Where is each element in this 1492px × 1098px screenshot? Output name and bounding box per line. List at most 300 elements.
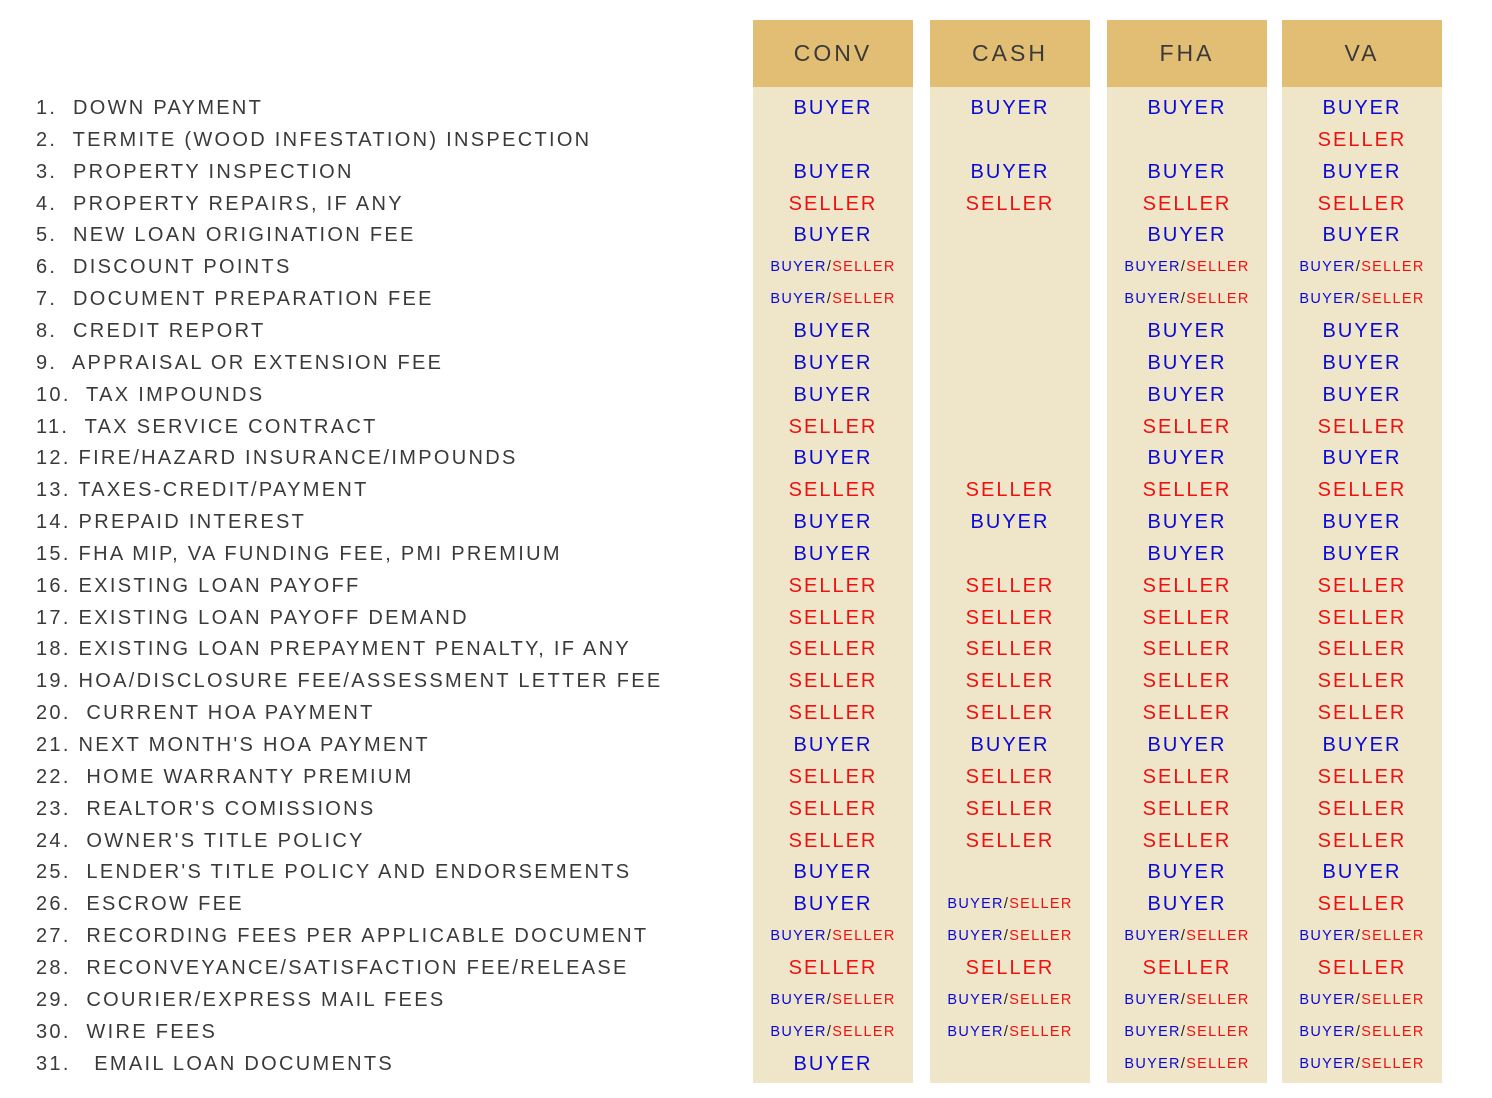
slash-separator: / [1355,991,1362,1008]
payer-cell [1107,315,1267,347]
table-row [0,411,1492,443]
column-header-cash: CASH [930,20,1090,87]
slash-separator: / [1180,1055,1187,1072]
slash-separator: / [1003,1023,1010,1040]
payer-cell-split [753,251,913,283]
table-row [0,729,1492,761]
table-row [0,92,1492,124]
row-label: 22. HOME WARRANTY PREMIUM [36,765,414,788]
slash-separator: / [1003,928,1010,945]
payer-cell [753,315,913,347]
payer-cell [1107,442,1267,474]
seller-text: SELLER [1361,259,1425,276]
table-row [0,920,1492,952]
payer-cell [1282,124,1442,156]
payer-cell [930,474,1090,506]
seller-text: SELLER [1142,829,1232,852]
payer-cell [753,347,913,379]
seller-text: SELLER [1142,702,1232,725]
column-header-fha: FHA [1107,20,1267,87]
buyer-text: BUYER [1147,383,1227,406]
buyer-text: BUYER [793,1052,873,1075]
table-row [0,984,1492,1016]
buyer-text: BUYER [1124,928,1181,945]
seller-text: SELLER [832,991,896,1008]
payer-cell [753,411,913,443]
buyer-text: BUYER [1147,160,1227,183]
table-row [0,315,1492,347]
payer-cell [1107,952,1267,984]
row-label: 23. REALTOR'S COMISSIONS [36,797,376,820]
buyer-text: BUYER [1124,991,1181,1008]
slash-separator: / [826,1023,833,1040]
seller-text: SELLER [788,638,878,661]
payer-cell [930,665,1090,697]
buyer-text: BUYER [770,1023,827,1040]
row-label: 19. HOA/DISCLOSURE FEE/ASSESSMENT LETTER FEE [36,670,663,693]
slash-separator: / [1355,1023,1362,1040]
buyer-text: BUYER [1124,291,1181,308]
buyer-text: BUYER [1147,224,1227,247]
buyer-text: BUYER [1322,861,1402,884]
buyer-text: BUYER [1322,542,1402,565]
payer-cell [1282,411,1442,443]
seller-text: SELLER [1317,893,1407,916]
buyer-text: BUYER [1322,160,1402,183]
seller-text: SELLER [788,829,878,852]
payer-cell [753,729,913,761]
row-label: 14. PREPAID INTEREST [36,511,307,534]
seller-text: SELLER [1009,928,1073,945]
slash-separator: / [1180,259,1187,276]
seller-text: SELLER [1186,259,1250,276]
payer-cell [1282,665,1442,697]
seller-text: SELLER [1317,956,1407,979]
table-row [0,952,1492,984]
payer-cell-split [1107,984,1267,1016]
payer-cell [753,156,913,188]
seller-text: SELLER [788,415,878,438]
seller-text: SELLER [1142,192,1232,215]
row-label: 29. COURIER/EXPRESS MAIL FEES [36,988,446,1011]
payer-cell [1107,379,1267,411]
buyer-text: BUYER [970,511,1050,534]
payer-cell [1282,888,1442,920]
payer-cell [1107,633,1267,665]
buyer-text: BUYER [770,928,827,945]
slash-separator: / [826,291,833,308]
payer-cell [1282,156,1442,188]
payer-cell [1107,856,1267,888]
seller-text: SELLER [788,606,878,629]
seller-text: SELLER [788,956,878,979]
table-row [0,888,1492,920]
table-row [0,697,1492,729]
payer-cell [1107,665,1267,697]
seller-text: SELLER [965,670,1055,693]
payer-cell [1282,602,1442,634]
row-label: 30. WIRE FEES [36,1020,218,1043]
payer-cell [930,92,1090,124]
row-label: 13. TAXES-CREDIT/PAYMENT [36,479,369,502]
payer-cell [1282,379,1442,411]
payer-cell [753,952,913,984]
row-label: 18. EXISTING LOAN PREPAYMENT PENALTY, IF ANY [36,638,632,661]
table-row [0,442,1492,474]
table-row [0,1048,1492,1080]
buyer-text: BUYER [970,734,1050,756]
slash-separator: / [1180,1023,1187,1040]
buyer-text: BUYER [947,896,1004,913]
payer-cell [753,633,913,665]
payer-cell [930,793,1090,825]
seller-text: SELLER [832,1023,896,1040]
seller-text: SELLER [965,956,1055,979]
buyer-text: BUYER [947,991,1004,1008]
payer-cell [1282,570,1442,602]
payer-cell-split [930,1016,1090,1048]
row-label: 25. LENDER'S TITLE POLICY AND ENDORSEMENTS [36,861,632,884]
slash-separator: / [1355,928,1362,945]
table-row [0,570,1492,602]
buyer-text: BUYER [1147,319,1227,342]
payer-cell-split [1107,251,1267,283]
payer-cell [1282,633,1442,665]
buyer-text: BUYER [1322,383,1402,406]
seller-text: SELLER [788,192,878,215]
payer-cell [1282,856,1442,888]
payer-cell [1282,697,1442,729]
buyer-text: BUYER [1147,734,1227,756]
slash-separator: / [1180,991,1187,1008]
table-row [0,251,1492,283]
seller-text: SELLER [965,702,1055,725]
seller-text: SELLER [1009,896,1073,913]
payer-cell [1282,219,1442,251]
seller-text: SELLER [788,479,878,502]
buyer-text: BUYER [1147,861,1227,884]
payer-cell [1107,219,1267,251]
payer-cell [1107,188,1267,220]
table-row [0,1016,1492,1048]
buyer-text: BUYER [1322,319,1402,342]
slash-separator: / [1180,291,1187,308]
payer-cell-split [1282,251,1442,283]
row-label: 2. TERMITE (WOOD INFESTATION) INSPECTION [36,128,592,151]
seller-text: SELLER [1361,1055,1425,1072]
payer-cell [753,570,913,602]
seller-text: SELLER [1317,606,1407,629]
buyer-text: BUYER [1147,542,1227,565]
row-label: 8. CREDIT REPORT [36,319,266,342]
payer-cell [753,888,913,920]
payer-cell [1107,825,1267,857]
buyer-text: BUYER [1322,734,1402,756]
table-row [0,538,1492,570]
payer-cell [1282,347,1442,379]
seller-text: SELLER [1361,928,1425,945]
payer-cell [753,188,913,220]
seller-text: SELLER [1186,991,1250,1008]
table-row [0,219,1492,251]
payer-cell [1282,952,1442,984]
payer-cell [753,856,913,888]
payer-cell [753,1048,913,1080]
payer-cell [1107,697,1267,729]
seller-text: SELLER [1317,128,1407,151]
table-row [0,825,1492,857]
row-label: 7. DOCUMENT PREPARATION FEE [36,288,434,311]
buyer-text: BUYER [793,351,873,374]
buyer-text: BUYER [1147,351,1227,374]
payer-cell [753,442,913,474]
row-label: 4. PROPERTY REPAIRS, IF ANY [36,192,404,215]
seller-text: SELLER [1361,1023,1425,1040]
seller-text: SELLER [788,702,878,725]
payer-cell [753,761,913,793]
row-label: 11. TAX SERVICE CONTRACT [36,415,378,438]
seller-text: SELLER [1317,797,1407,820]
payer-cell-split [930,920,1090,952]
slash-separator: / [826,259,833,276]
table-row [0,665,1492,697]
seller-text: SELLER [965,797,1055,820]
row-label: 31. EMAIL LOAN DOCUMENTS [36,1052,395,1075]
row-label: 15. FHA MIP, VA FUNDING FEE, PMI PREMIUM [36,542,562,565]
table-row [0,474,1492,506]
table-row [0,156,1492,188]
seller-text: SELLER [1361,291,1425,308]
seller-text: SELLER [1009,1023,1073,1040]
seller-text: SELLER [788,797,878,820]
seller-text: SELLER [1009,991,1073,1008]
payer-cell [753,793,913,825]
buyer-text: BUYER [1147,447,1227,470]
seller-text: SELLER [1186,1023,1250,1040]
seller-text: SELLER [1142,574,1232,597]
payer-cell [753,379,913,411]
payer-cell-split [1282,920,1442,952]
table-row [0,506,1492,538]
payer-cell [1107,92,1267,124]
row-label: 28. RECONVEYANCE/SATISFACTION FEE/RELEASE [36,956,629,979]
buyer-text: BUYER [770,259,827,276]
row-label: 16. EXISTING LOAN PAYOFF [36,574,361,597]
buyer-text: BUYER [793,893,873,916]
buyer-text: BUYER [1124,259,1181,276]
seller-text: SELLER [832,928,896,945]
seller-text: SELLER [965,479,1055,502]
buyer-text: BUYER [1299,1023,1356,1040]
payer-cell [1107,347,1267,379]
seller-text: SELLER [1142,606,1232,629]
payer-cell-split [1107,1048,1267,1080]
payer-cell-split [753,1016,913,1048]
seller-text: SELLER [1317,670,1407,693]
seller-text: SELLER [1317,415,1407,438]
seller-text: SELLER [832,259,896,276]
seller-text: SELLER [1142,415,1232,438]
seller-text: SELLER [1186,1055,1250,1072]
row-label: 5. NEW LOAN ORIGINATION FEE [36,224,416,247]
payer-cell [930,633,1090,665]
payer-cell [930,825,1090,857]
row-label: 24. OWNER'S TITLE POLICY [36,829,365,852]
payer-cell [930,952,1090,984]
payer-cell [930,761,1090,793]
payer-cell-split [753,984,913,1016]
slash-separator: / [826,991,833,1008]
buyer-text: BUYER [793,319,873,342]
slash-separator: / [1180,928,1187,945]
payer-cell [930,729,1090,761]
buyer-text: BUYER [1322,351,1402,374]
column-header-conv: CONV [753,20,913,87]
seller-text: SELLER [1317,829,1407,852]
seller-text: SELLER [965,192,1055,215]
payer-cell-split [753,283,913,315]
buyer-text: BUYER [770,991,827,1008]
table-row [0,283,1492,315]
payer-cell [753,92,913,124]
payer-cell [1282,474,1442,506]
buyer-text: BUYER [793,160,873,183]
buyer-text: BUYER [970,160,1050,183]
seller-text: SELLER [832,291,896,308]
buyer-text: BUYER [793,734,873,756]
row-label: 6. DISCOUNT POINTS [36,256,292,279]
row-label: 17. EXISTING LOAN PAYOFF DEMAND [36,606,469,629]
payer-cell [1107,888,1267,920]
buyer-text: BUYER [1322,511,1402,534]
buyer-text: BUYER [1322,97,1402,119]
payer-cell [1282,506,1442,538]
seller-text: SELLER [1142,638,1232,661]
payer-cell [930,602,1090,634]
payer-cell [753,697,913,729]
payer-cell [930,570,1090,602]
seller-text: SELLER [788,574,878,597]
payer-cell [930,697,1090,729]
payer-cell-split [1107,920,1267,952]
buyer-text: BUYER [947,1023,1004,1040]
payer-cell-split [930,888,1090,920]
payer-cell [1107,793,1267,825]
seller-text: SELLER [1142,670,1232,693]
seller-text: SELLER [965,638,1055,661]
payer-cell [1107,729,1267,761]
slash-separator: / [1003,991,1010,1008]
payer-cell [1107,538,1267,570]
table-row [0,124,1492,156]
seller-text: SELLER [1142,765,1232,788]
buyer-text: BUYER [1299,291,1356,308]
buyer-text: BUYER [947,928,1004,945]
payer-cell [753,506,913,538]
row-label: 1. DOWN PAYMENT [36,97,264,119]
table-row [0,856,1492,888]
buyer-text: BUYER [1299,991,1356,1008]
payer-cell [1282,793,1442,825]
buyer-text: BUYER [793,861,873,884]
seller-text: SELLER [1317,765,1407,788]
payer-cell [1282,188,1442,220]
payer-cell-split [1107,1016,1267,1048]
seller-text: SELLER [1317,574,1407,597]
payer-cell [1107,570,1267,602]
payer-cell [1107,474,1267,506]
buyer-text: BUYER [1322,224,1402,247]
payer-cell [1107,156,1267,188]
payer-cell-split [1282,1016,1442,1048]
seller-text: SELLER [965,765,1055,788]
payer-cell-split [930,984,1090,1016]
row-label: 10. TAX IMPOUNDS [36,383,265,406]
buyer-text: BUYER [1299,259,1356,276]
table-row [0,761,1492,793]
row-label: 27. RECORDING FEES PER APPLICABLE DOCUMENT [36,925,649,948]
buyer-text: BUYER [970,97,1050,119]
payer-cell [930,188,1090,220]
payer-cell [1282,92,1442,124]
payer-cell [1282,538,1442,570]
buyer-text: BUYER [770,291,827,308]
payer-cell [753,825,913,857]
table-row [0,188,1492,220]
row-label: 21. NEXT MONTH'S HOA PAYMENT [36,734,430,756]
payer-cell [1107,761,1267,793]
row-label: 9. APPRAISAL OR EXTENSION FEE [36,351,444,374]
row-label: 3. PROPERTY INSPECTION [36,160,354,183]
payer-cell [753,538,913,570]
table-row [0,793,1492,825]
payer-cell [1282,825,1442,857]
payer-cell [753,665,913,697]
seller-text: SELLER [1142,956,1232,979]
seller-text: SELLER [788,670,878,693]
buyer-text: BUYER [1299,1055,1356,1072]
buyer-text: BUYER [1147,511,1227,534]
buyer-text: BUYER [1299,928,1356,945]
payer-cell [753,474,913,506]
seller-text: SELLER [1186,928,1250,945]
buyer-text: BUYER [1124,1023,1181,1040]
seller-text: SELLER [965,829,1055,852]
buyer-text: BUYER [793,447,873,470]
payer-cell [1107,506,1267,538]
table-row [0,347,1492,379]
payer-cell [930,156,1090,188]
seller-text: SELLER [1186,291,1250,308]
table-row [0,602,1492,634]
payer-cell [930,506,1090,538]
buyer-text: BUYER [793,224,873,247]
payer-cell [1282,442,1442,474]
table-row [0,633,1492,665]
payer-cell [1282,315,1442,347]
payer-cell [1107,602,1267,634]
seller-text: SELLER [788,765,878,788]
payer-cell [1107,411,1267,443]
payer-cell [753,219,913,251]
table-row [0,379,1492,411]
slash-separator: / [826,928,833,945]
seller-text: SELLER [1317,192,1407,215]
payer-cell-split [1107,283,1267,315]
payer-cell-split [1282,283,1442,315]
payer-cell [1282,729,1442,761]
slash-separator: / [1355,1055,1362,1072]
